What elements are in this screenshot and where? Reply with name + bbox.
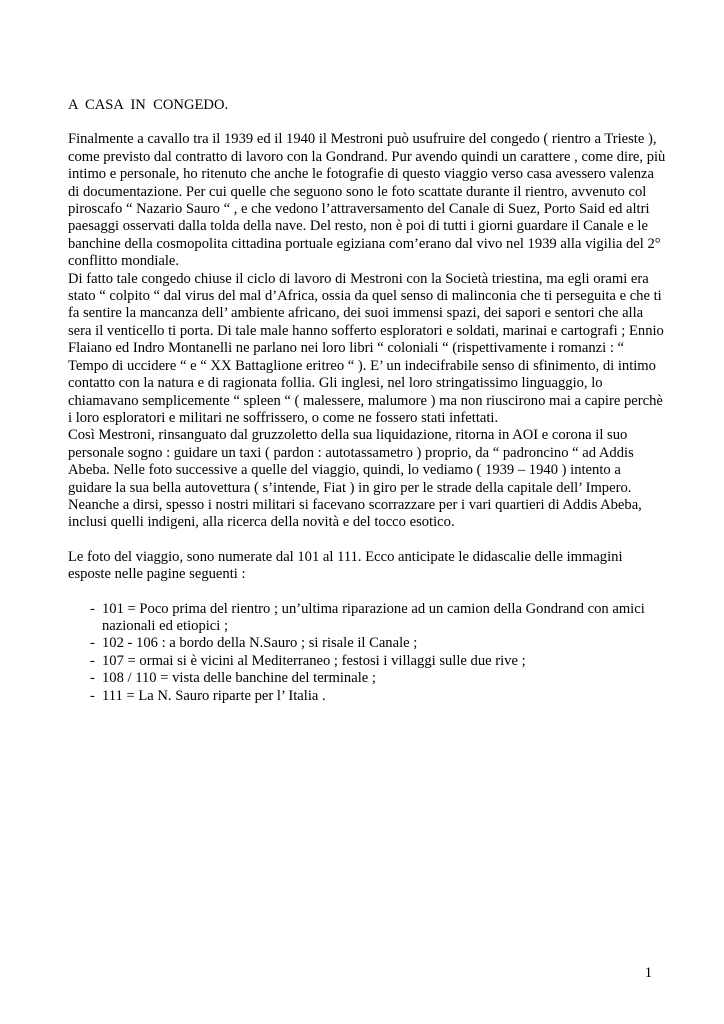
bullet-dash: - [90,635,95,652]
caption-text: 108 / 110 = vista delle banchine del terminale ; [102,670,376,687]
list-item [68,635,666,652]
document-title: A CASA IN CONGEDO. [68,97,229,113]
list-item [68,670,666,687]
list-item [68,601,666,636]
bullet-dash: - [90,670,95,687]
paragraph-taxi-addis-abeba: Così Mestroni, rinsanguato dal gruzzoletto della sua liquidazione, ritorna in AOI e corona il suo personale sogno : guidare un taxi ( pardon : autotassametro ) proprio, da “ padroncino “ ad Addis Abeba. Nelle foto successive a quelle del viaggio, quindi, lo vediamo ( 1939 – 1940 ) intento a guidare la sua bella autovettura ( s’intende, Fiat ) in giro per le strade della capitale dell’ Impero. Neanche a dirsi, spesso i nostri militari si facevano scorrazzare per i vari quartieri di Addis Abeba, inclusi quelli indigeni, alla ricerca della novità e del tocco esotico. [68,427,642,531]
list-item [68,688,666,705]
caption-text: 101 = Poco prima del rientro ; un’ultima riparazione ad un camion della Gondrand con amici nazionali ed etiopici ; [102,600,645,634]
list-item [68,653,666,670]
body-paragraphs [68,131,666,531]
captions-intro: Le foto del viaggio, sono numerate dal 101 al 111. Ecco anticipate le didascalie delle immagini esposte nelle pagine seguenti : [68,548,623,583]
page-number: 1 [644,965,652,981]
caption-text: 107 = ormai si è vicini al Mediterraneo ; festosi i villaggi sulle due rive ; [102,652,526,669]
paragraph-mal-d-africa: Di fatto tale congedo chiuse il ciclo di lavoro di Mestroni con la Società triestina, ma egli orami era stato “ colpito “ dal virus del mal d’Africa, ossia da quel senso di malinconia che ti perseguita e che ti fa sentire la mancanza dell’ ambiente africano, dei suoi immensi spazi, dei sapori e sentori che alla sera il venticello ti porta. Di tale male hanno sofferto esploratori e soldati, marinai e cartografi ; Ennio Flaiano ed Indro Montanelli ne parlano nei loro libri “ coloniali “ (rispettivamente i romanzi : “ Tempo di uccidere “ e “ XX Battaglione eritreo “ ). E’ un indecifrabile senso di sfinimento, di intimo contatto con la natura e di ragionata follia. Gli inglesi, nel loro stringatissimo linguaggio, lo chiamavano semplicemente “ spleen “ ( malessere, malumore ) ma non riuscirono mai a capire perchè i loro esploratori e militari ne soffrissero, o come ne fossero stati infettati. [68,270,664,426]
caption-text: 102 - 106 : a bordo della N.Sauro ; si risale il Canale ; [102,635,418,652]
paragraph-rientro: Finalmente a cavallo tra il 1939 ed il 1940 il Mestroni può usufruire del congedo ( rientro a Trieste ), come previsto dal contratto di lavoro con la Gondrand. Pur avendo quindi un carattere , come dire, più intimo e personale, ho ritenuto che anche le fotografie di questo viaggio verso casa avessero valenza di documentazione. Per cui quelle che seguono sono le foto scattate durante il rientro, avvenuto col piroscafo “ Nazario Sauro “ , e che vedono l’attraversamento del Canale di Suez, Porto Said ed altri paesaggi osservati dalla tolda della nave. Del resto, non è poi di tutti i giorni guardare il Canale e le banchine della cosmopolita cittadina portuale egiziana com’erano dal vivo nel 1939 alla vigilia del 2° conflitto mondiale. [68,131,666,270]
bullet-dash: - [90,600,95,617]
bullet-dash: - [90,687,95,704]
captions-list [68,601,666,705]
document-body [68,97,666,705]
bullet-dash: - [90,652,95,669]
caption-text: 111 = La N. Sauro riparte per l’ Italia . [102,687,326,704]
